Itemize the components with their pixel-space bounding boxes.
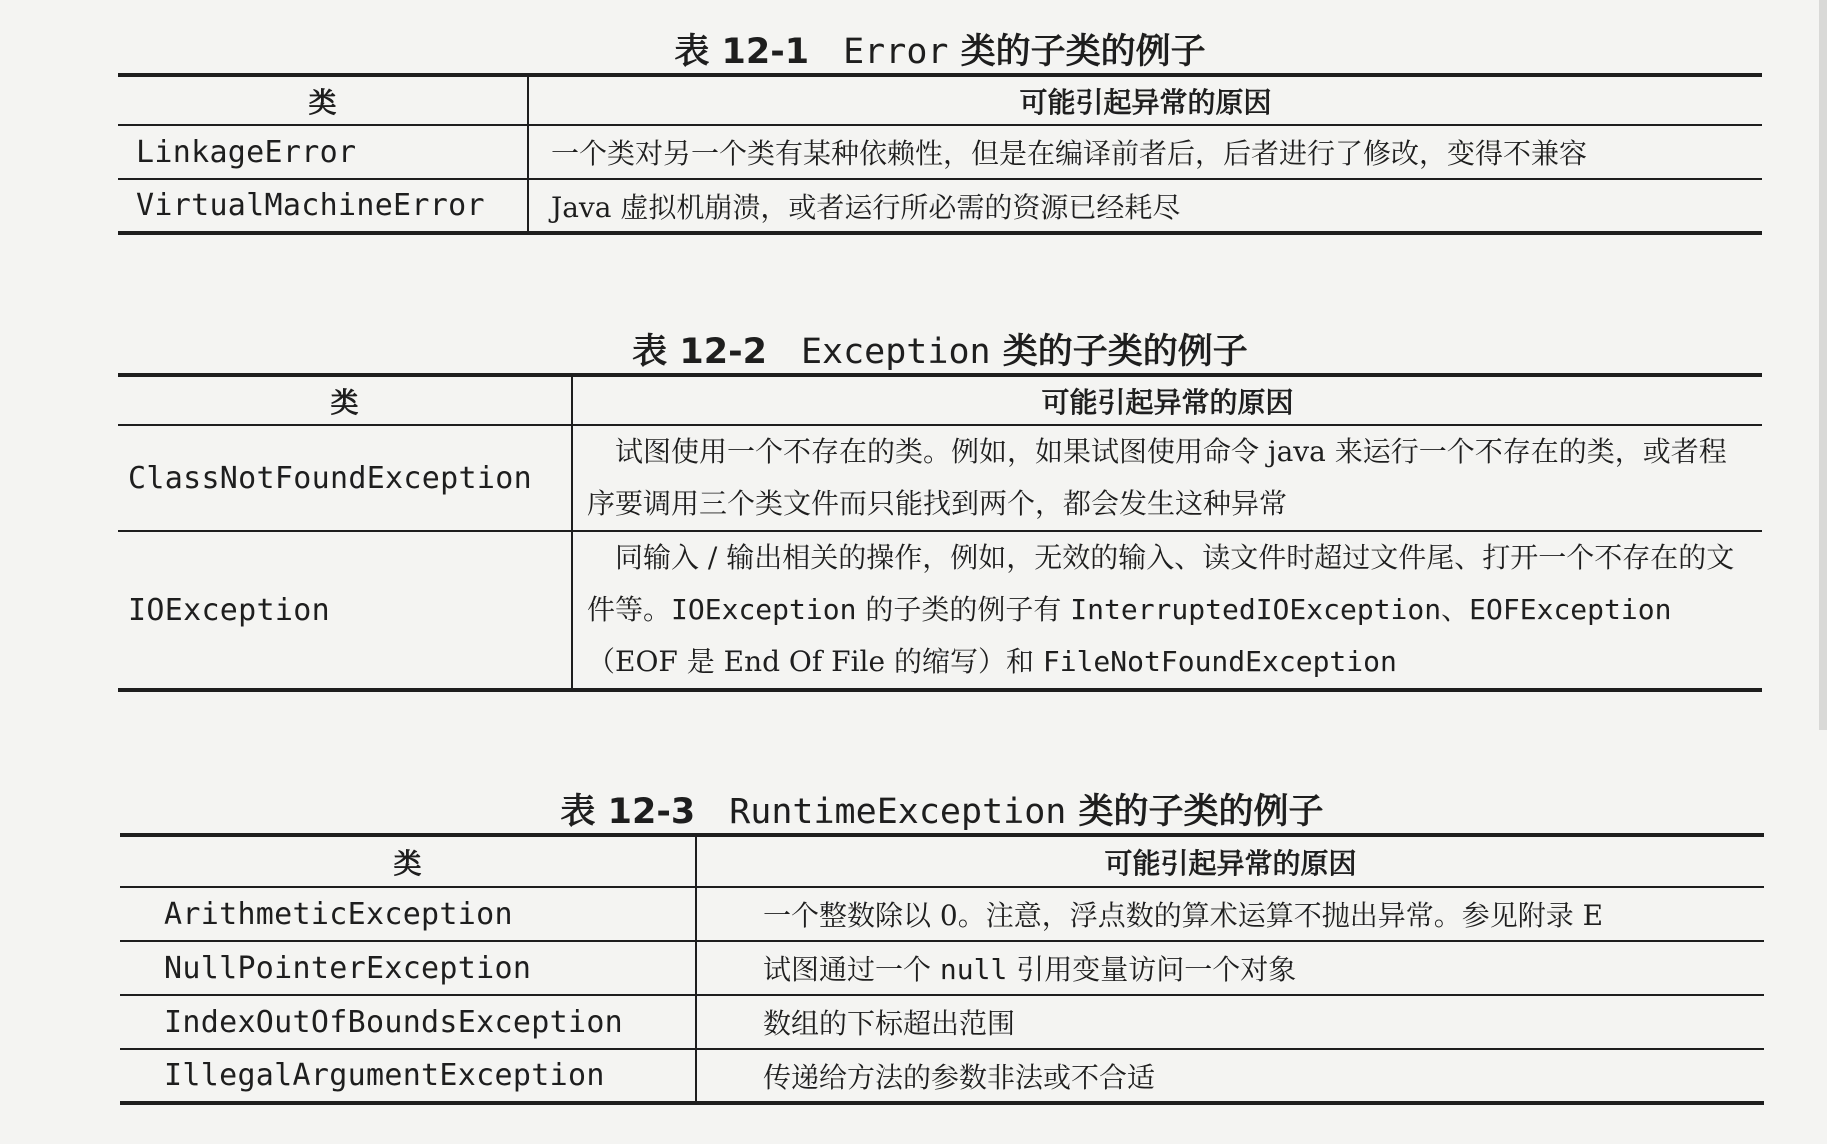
class-cell: IllegalArgumentException — [120, 1049, 696, 1103]
reason-cell — [572, 531, 1762, 690]
class-cell: IndexOutOfBoundsException — [120, 995, 696, 1049]
reason-text: （EOF 是 End Of File 的缩写）和 — [587, 645, 1043, 678]
table-12-2-caption — [118, 324, 1762, 374]
table-12-1-caption — [118, 24, 1762, 74]
class-cell: ArithmeticException — [120, 887, 696, 941]
header-reason: 可能引起异常的原因 — [696, 835, 1764, 887]
class-cell: VirtualMachineError — [118, 179, 528, 233]
reason-text: 、 — [1441, 593, 1470, 626]
table-row — [120, 1049, 1764, 1103]
caption-class: Error — [843, 32, 949, 72]
table-row — [120, 887, 1764, 941]
caption-suffix: 类的子类的例子 — [960, 32, 1206, 72]
caption-prefix: 表 12-2 — [632, 332, 767, 372]
page-edge-shadow — [1819, 0, 1827, 730]
header-reason: 可能引起异常的原因 — [572, 375, 1762, 425]
reason-code: EOFException — [1469, 593, 1672, 626]
header-reason: 可能引起异常的原因 — [528, 75, 1762, 125]
reason-code: null — [939, 953, 1008, 986]
table-row — [118, 125, 1762, 179]
table-12-3-section — [120, 780, 1764, 1110]
class-cell: NullPointerException — [120, 941, 696, 995]
header-class: 类 — [330, 385, 359, 419]
header-class: 类 — [393, 846, 422, 880]
reason-code: FileNotFoundException — [1042, 645, 1397, 678]
table-12-2 — [118, 373, 1762, 692]
caption-suffix: 类的子类的例子 — [1002, 332, 1248, 372]
reason-cell: Java 虚拟机崩溃，或者运行所必需的资源已经耗尽 — [528, 179, 1762, 233]
class-cell: LinkageError — [118, 125, 528, 179]
table-row — [120, 941, 1764, 995]
table-12-1 — [118, 73, 1762, 235]
table-12-3-caption — [120, 784, 1764, 834]
reason-code: IOException — [671, 593, 857, 626]
caption-prefix: 表 12-3 — [560, 792, 696, 832]
reason-cell: 一个类对另一个类有某种依赖性，但是在编译前者后，后者进行了修改，变得不兼容 — [528, 125, 1762, 179]
reason-text: 同输入 / 输出相关的操作，例如，无效的输入、读文件时超过文件尾、打开一个不存在的文件等。 — [587, 541, 1735, 626]
caption-prefix: 表 12-1 — [674, 32, 810, 72]
caption-class: RuntimeException — [729, 792, 1067, 832]
table-12-2-section — [118, 320, 1762, 700]
reason-cell: 一个整数除以 0。注意，浮点数的算术运算不抛出异常。参见附录 E — [696, 887, 1764, 941]
table-row — [118, 425, 1762, 531]
reason-code: InterruptedIOException — [1070, 593, 1442, 626]
reason-text: 试图通过一个 — [763, 953, 940, 986]
table-header-row — [120, 835, 1764, 887]
table-12-1-section — [118, 20, 1762, 242]
header-class: 类 — [308, 85, 337, 119]
table-header-row — [118, 75, 1762, 125]
class-cell: ClassNotFoundException — [118, 425, 572, 531]
reason-cell: 传递给方法的参数非法或不合适 — [696, 1049, 1764, 1103]
table-12-3 — [120, 833, 1764, 1105]
table-header-row — [118, 375, 1762, 425]
table-row — [118, 179, 1762, 233]
table-row — [118, 531, 1762, 690]
caption-suffix: 类的子类的例子 — [1078, 792, 1324, 832]
reason-text: 的子类的例子有 — [856, 593, 1071, 626]
reason-cell — [696, 941, 1764, 995]
reason-text: 试图使用一个不存在的类。例如，如果试图使用命令 java 来运行一个不存在的类，或者程序要调用三个类文件而只能找到两个，都会发生这种异常 — [587, 435, 1727, 520]
caption-class: Exception — [800, 332, 991, 372]
class-cell: IOException — [118, 531, 572, 690]
reason-cell — [572, 425, 1762, 531]
table-row — [120, 995, 1764, 1049]
reason-cell: 数组的下标超出范围 — [696, 995, 1764, 1049]
reason-text: 引用变量访问一个对象 — [1007, 953, 1297, 986]
